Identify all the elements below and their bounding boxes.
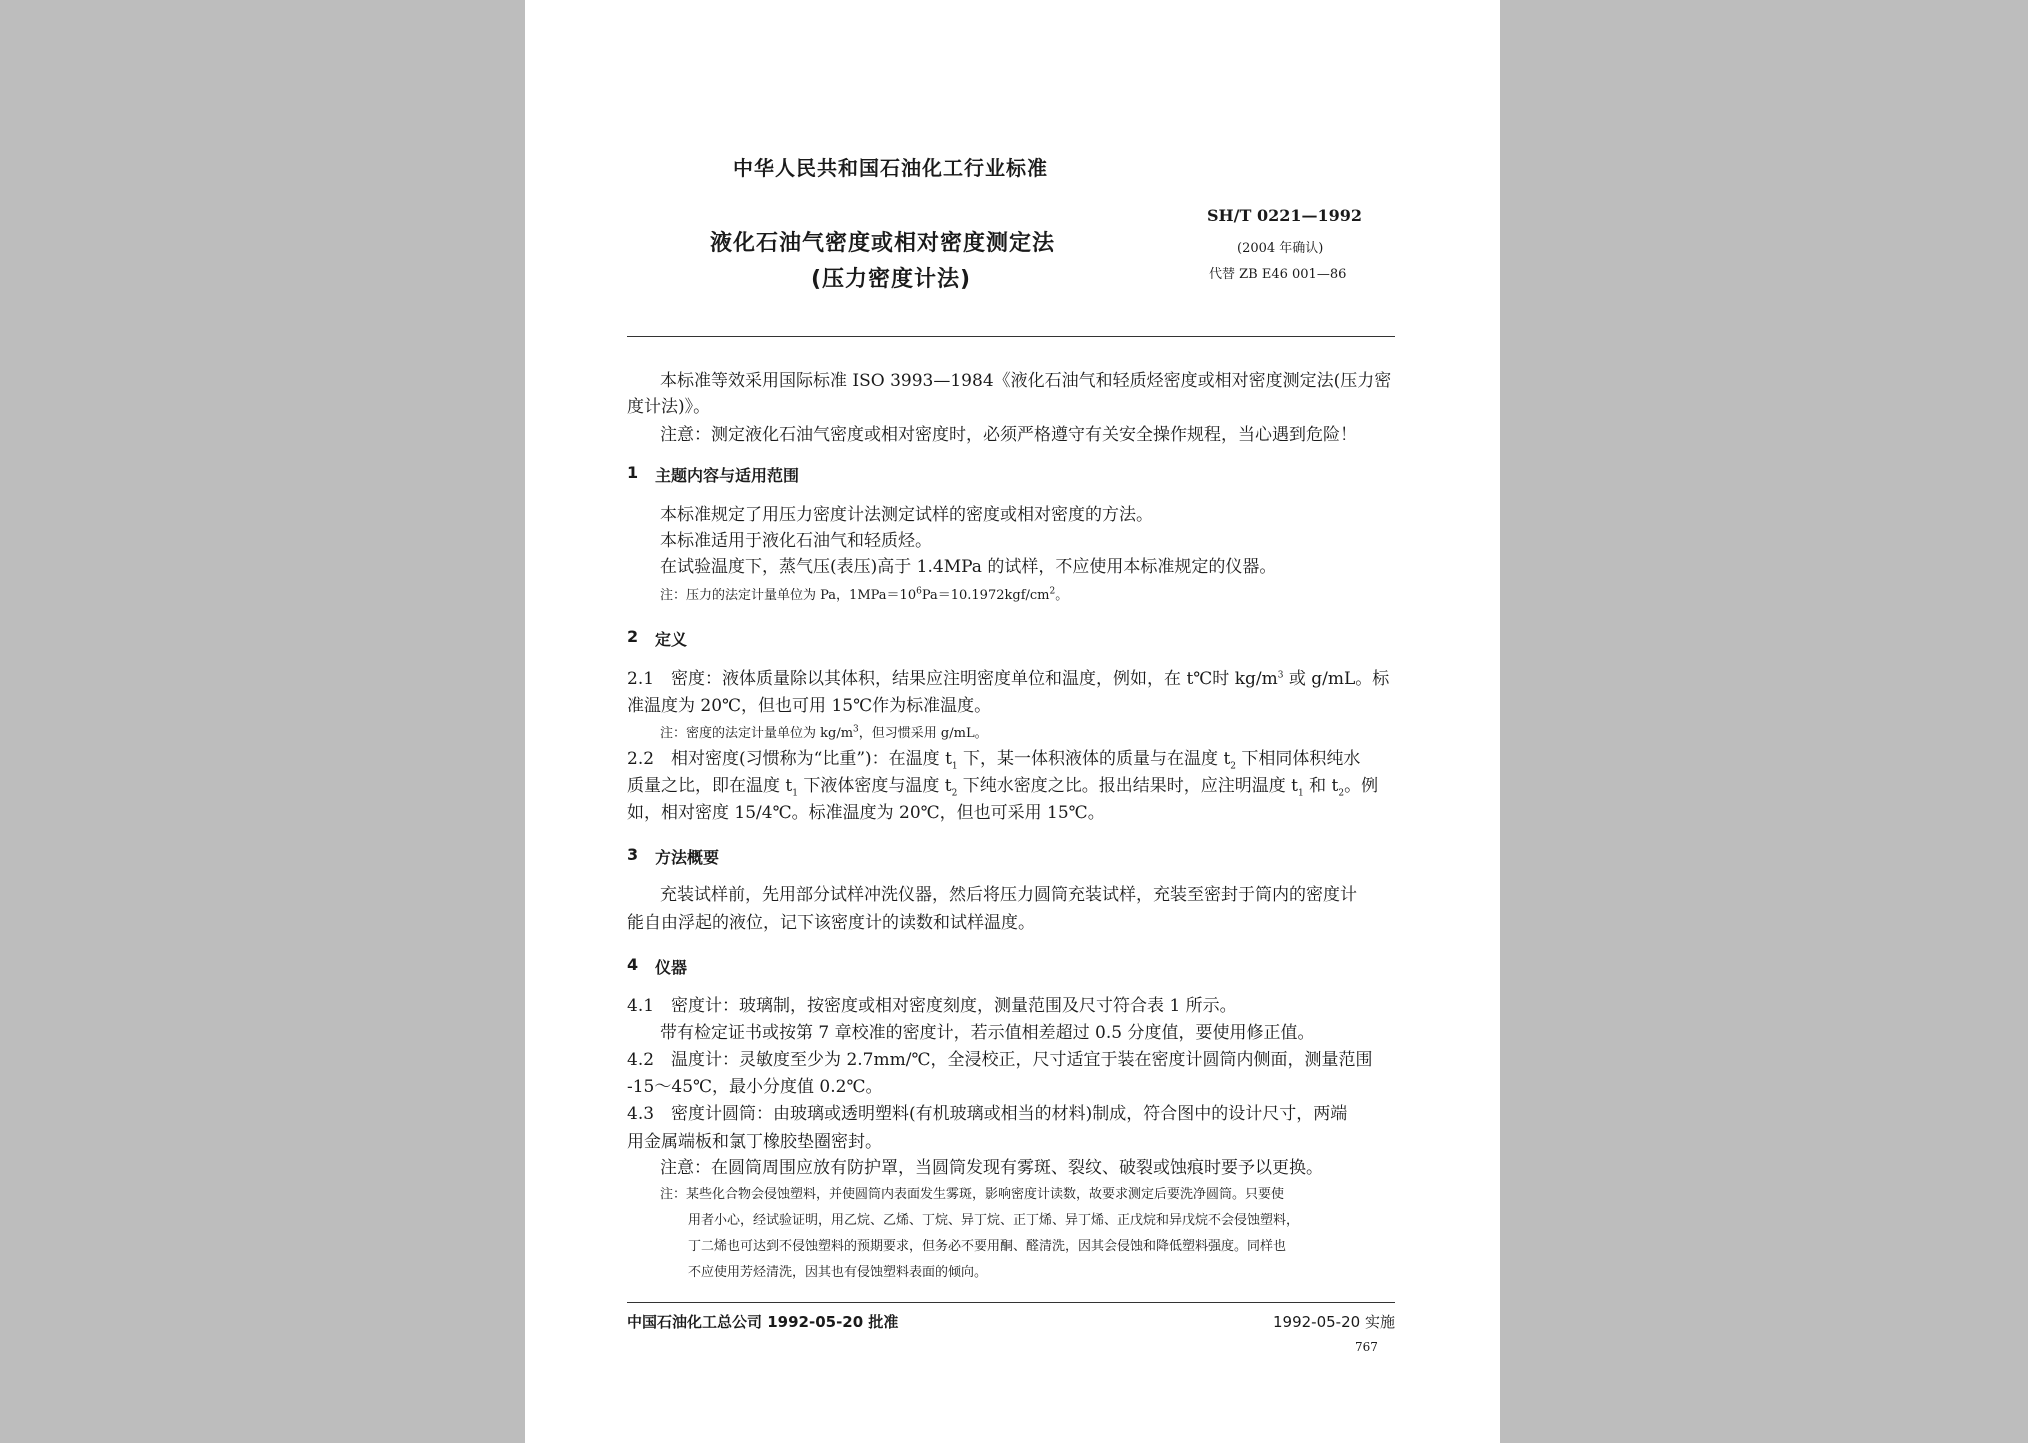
s2-1-line-1: 2.1 密度：液体质量除以其体积，结果应注明密度单位和温度，例如，在 t℃时 $kg/m^3$ 或 g/mL。标 <box>627 669 1390 689</box>
replaces-standard: 代替 ZB E46 001—86 <box>1209 267 1347 282</box>
document-page <box>525 0 1500 1443</box>
s4-2-line-2: -15～45℃，最小分度值 0.2℃。 <box>627 1077 883 1097</box>
s2-1-note: 注：密度的法定计量单位为 $kg/m^3$，但习惯采用 g/mL。 <box>660 724 988 741</box>
s4-1-line-1: 4.1 密度计：玻璃制，按密度或相对密度刻度，测量范围及尺寸符合表 1 所示。 <box>627 996 1237 1016</box>
s1-line-1: 本标准规定了用压力密度计法测定试样的密度或相对密度的方法。 <box>660 505 1153 525</box>
section-3-title: 方法概要 <box>655 848 720 867</box>
s4-2-line-1: 4.2 温度计：灵敏度至少为 2.7mm/℃，全浸校正，尺寸适宜于装在密度计圆筒内侧面，测量范围 <box>627 1050 1373 1070</box>
s4-1-line-2: 带有检定证书或按第 7 章校准的密度计，若示值相差超过 0.5 分度值，要使用修正值。 <box>660 1023 1315 1043</box>
approval-line: 中国石油化工总公司 1992-05-20 批准 <box>627 1313 899 1331</box>
s2-2-line-1: 2.2 相对密度(习惯称为“比重”)：在温度 $t_1$ 下，某一体积液体的质量与在温度 $t_2$ 下相同体积纯水 <box>627 749 1361 772</box>
page-number: 767 <box>1355 1340 1378 1354</box>
section-1-title: 主题内容与适用范围 <box>655 466 800 485</box>
standard-code: SH/T 0221—1992 <box>1207 206 1363 225</box>
s4-note-line-1: 注：某些化合物会侵蚀塑料，并使圆筒内表面发生雾斑，影响密度计读数，故要求测定后要洗净圆筒。只要使 <box>660 1187 1285 1202</box>
section-2-number: 2 <box>627 627 639 646</box>
confirm-year: (2004 年确认) <box>1237 241 1324 256</box>
s4-3-line-2: 用金属端板和氯丁橡胶垫圈密封。 <box>627 1132 882 1152</box>
s4-note-line-2: 用者小心，经试验证明，用乙烷、乙烯、丁烷、异丁烷、正丁烯、异丁烯、正戊烷和异戊烷不会侵蚀塑料， <box>688 1213 1300 1228</box>
intro-caution: 注意：测定液化石油气密度或相对密度时，必须严格遵守有关安全操作规程，当心遇到危险！ <box>660 425 1357 445</box>
s3-line-2: 能自由浮起的液位，记下该密度计的读数和试样温度。 <box>627 913 1035 933</box>
s2-2-line-2: 质量之比，即在温度 $t_1$ 下液体密度与温度 $t_2$ 下纯水密度之比。报出结果时，应注明温度 $t_1$ 和 $t_2$。例 <box>627 776 1379 799</box>
s1-note: 注：压力的法定计量单位为 Pa，$1MPa=10^6Pa=10.1972kgf/cm^2$。 <box>660 586 1069 603</box>
footer-divider <box>627 1302 1395 1303</box>
ministry-title: 中华人民共和国石油化工行业标准 <box>733 156 1048 180</box>
s1-line-2: 本标准适用于液化石油气和轻质烃。 <box>660 531 932 551</box>
header-divider <box>627 336 1395 337</box>
s4-note-line-4: 不应使用芳烃清洗，因其也有侵蚀塑料表面的倾向。 <box>688 1265 988 1280</box>
s4-note-line-3: 丁二烯也可达到不侵蚀塑料的预期要求，但务必不要用酮、醛清洗，因其会侵蚀和降低塑料强度。同样也 <box>688 1239 1287 1254</box>
s2-1-line-2: 准温度为 20℃，但也可用 15℃作为标准温度。 <box>627 696 992 716</box>
section-4-title: 仪器 <box>655 958 688 977</box>
s1-line-3: 在试验温度下，蒸气压(表压)高于 1.4MPa 的试样，不应使用本标准规定的仪器。 <box>660 557 1277 577</box>
section-1-number: 1 <box>627 463 639 482</box>
section-4-number: 4 <box>627 955 639 974</box>
s3-line-1: 充装试样前，先用部分试样冲洗仪器，然后将压力圆筒充装试样，充装至密封于筒内的密度计 <box>660 885 1357 905</box>
s4-3-line-1: 4.3 密度计圆筒：由玻璃或透明塑料(有机玻璃或相当的材料)制成，符合图中的设计尺寸，两端 <box>627 1104 1348 1124</box>
document-title: 液化石油气密度或相对密度测定法 <box>710 231 1056 256</box>
section-2-title: 定义 <box>655 630 688 649</box>
document-subtitle: (压力密度计法) <box>811 267 972 292</box>
intro-line-1: 本标准等效采用国际标准 ISO 3993—1984《液化石油气和轻质烃密度或相对密度测定法(压力密 <box>660 371 1392 391</box>
section-3-number: 3 <box>627 845 639 864</box>
s2-2-line-3: 如，相对密度 15/4℃。标准温度为 20℃，但也可采用 15℃。 <box>627 803 1105 823</box>
s4-caution: 注意：在圆筒周围应放有防护罩，当圆筒发现有雾斑、裂纹、破裂或蚀痕时要予以更换。 <box>660 1158 1323 1178</box>
intro-line-2: 度计法)》。 <box>627 397 711 417</box>
effective-date: 1992-05-20 实施 <box>1273 1313 1395 1331</box>
